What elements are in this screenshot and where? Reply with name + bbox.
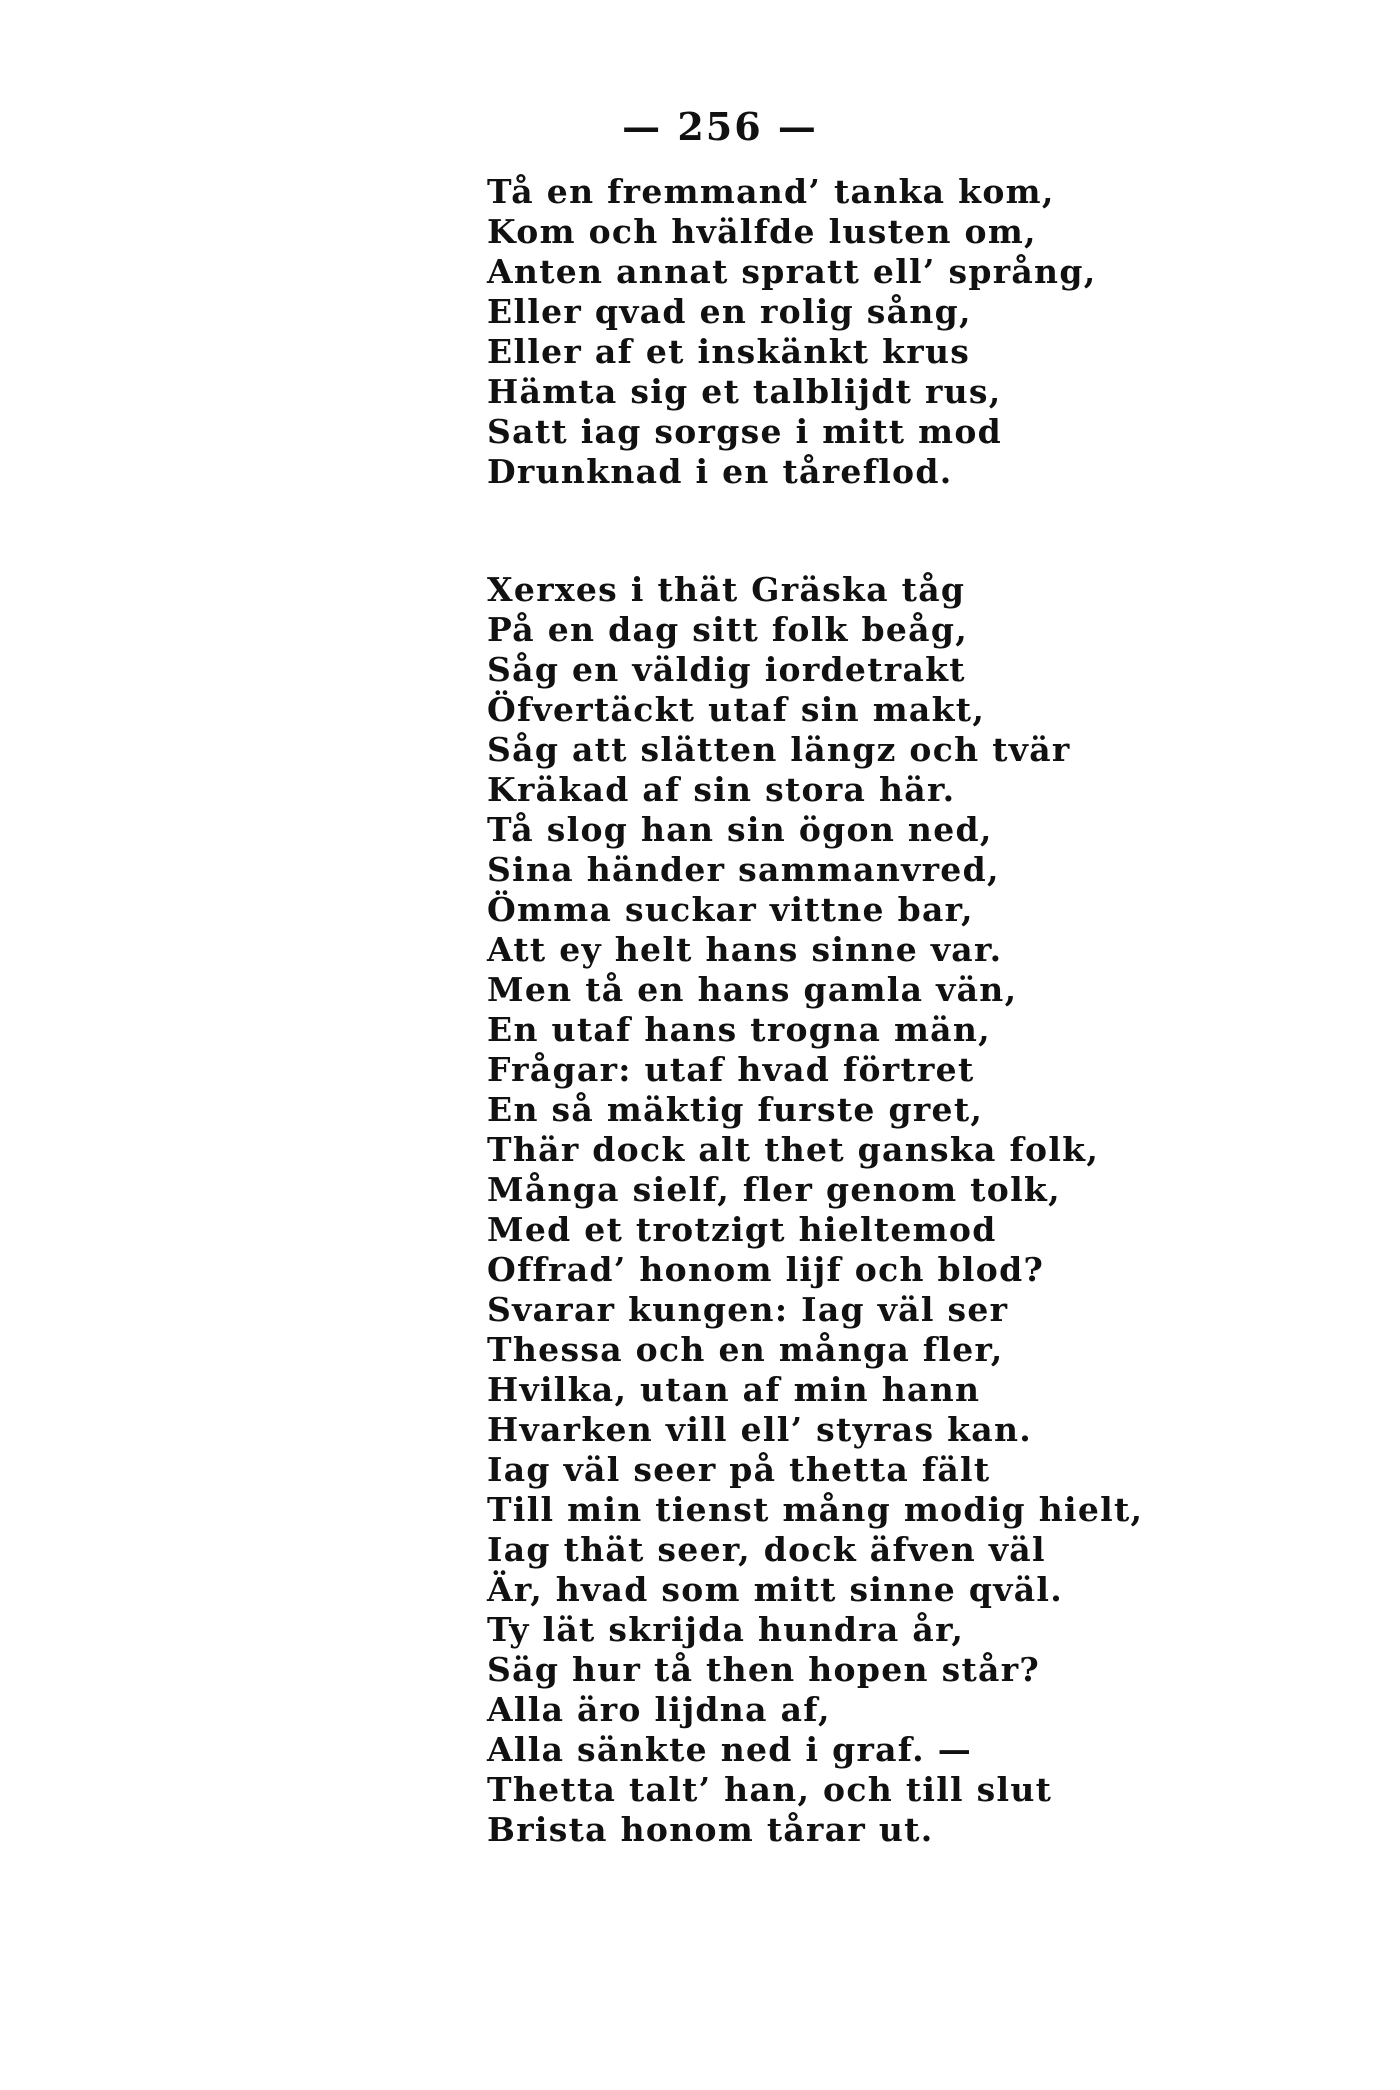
- verse-line: Thetta talt’ han, och till slut: [487, 1770, 1053, 1809]
- verse-line: Svarar kungen: Iag väl ser: [487, 1290, 1009, 1329]
- verse-line: Ömma suckar vittne bar,: [487, 890, 974, 929]
- verse-line: Att ey helt hans sinne var.: [487, 930, 1003, 969]
- verse-line: Hvilka, utan af min hann: [487, 1370, 981, 1409]
- verse-line: Eller qvad en rolig sång,: [487, 292, 972, 331]
- verse-line: Drunknad i en tåreflod.: [487, 452, 953, 491]
- verse-line: Thessa och en många fler,: [487, 1330, 1004, 1369]
- verse-line: Xerxes i thät Gräska tåg: [487, 570, 966, 609]
- verse-line: Till min tienst mång modig hielt,: [487, 1490, 1144, 1529]
- verse-line: Öfvertäckt utaf sin makt,: [487, 690, 986, 729]
- verse-line: Såg en väldig iordetrakt: [487, 650, 966, 689]
- verse-line: Säg hur tå then hopen står?: [487, 1650, 1041, 1689]
- verse-line: Eller af et inskänkt krus: [487, 332, 971, 371]
- verse-line: Hämta sig et talblijdt rus,: [487, 372, 1002, 411]
- verse-line: Anten annat spratt ell’ språng,: [487, 252, 1097, 291]
- verse-line: Offrad’ honom lijf och blod?: [487, 1250, 1045, 1289]
- verse-line: Satt iag sorgse i mitt mod: [487, 412, 1003, 451]
- verse-line: Alla äro lijdna af,: [487, 1690, 831, 1729]
- verse-line: Hvarken vill ell’ styras kan.: [487, 1410, 1033, 1449]
- verse-line: Tå slog han sin ögon ned,: [487, 810, 993, 849]
- verse-line: Frågar: utaf hvad förtret: [487, 1050, 975, 1089]
- verse-line: Kom och hvälfde lusten om,: [487, 212, 1037, 251]
- verse-line: Men tå en hans gamla vän,: [487, 970, 1018, 1009]
- verse-line: Brista honom tårar ut.: [487, 1810, 934, 1849]
- verse-line: Sina händer sammanvred,: [487, 850, 1000, 889]
- stanza-1: [487, 172, 1097, 492]
- verse-line: Är, hvad som mitt sinne qväl.: [487, 1570, 1064, 1609]
- verse-line: Såg att slätten längz och tvär: [487, 730, 1071, 769]
- verse-line: Ty lät skrijda hundra år,: [487, 1610, 965, 1649]
- verse-line: Alla sänkte ned i graf. —: [487, 1730, 973, 1769]
- verse-line: Iag väl seer på thetta fält: [487, 1450, 991, 1489]
- page-number: — 256 —: [622, 104, 818, 149]
- verse-line: Iag thät seer, dock äfven väl: [487, 1530, 1046, 1569]
- verse-line: Många sielf, fler genom tolk,: [487, 1170, 1061, 1209]
- verse-line: En så mäktig furste gret,: [487, 1090, 984, 1129]
- verse-line: Med et trotzigt hieltemod: [487, 1210, 997, 1249]
- verse-line: Thär dock alt thet ganska folk,: [487, 1130, 1100, 1169]
- verse-line: På en dag sitt folk beåg,: [487, 610, 968, 649]
- verse-line: Kräkad af sin stora här.: [487, 770, 956, 809]
- stanza-2: [487, 570, 1143, 1850]
- verse-line: En utaf hans trogna män,: [487, 1010, 991, 1049]
- verse-line: Tå en fremmand’ tanka kom,: [487, 172, 1055, 211]
